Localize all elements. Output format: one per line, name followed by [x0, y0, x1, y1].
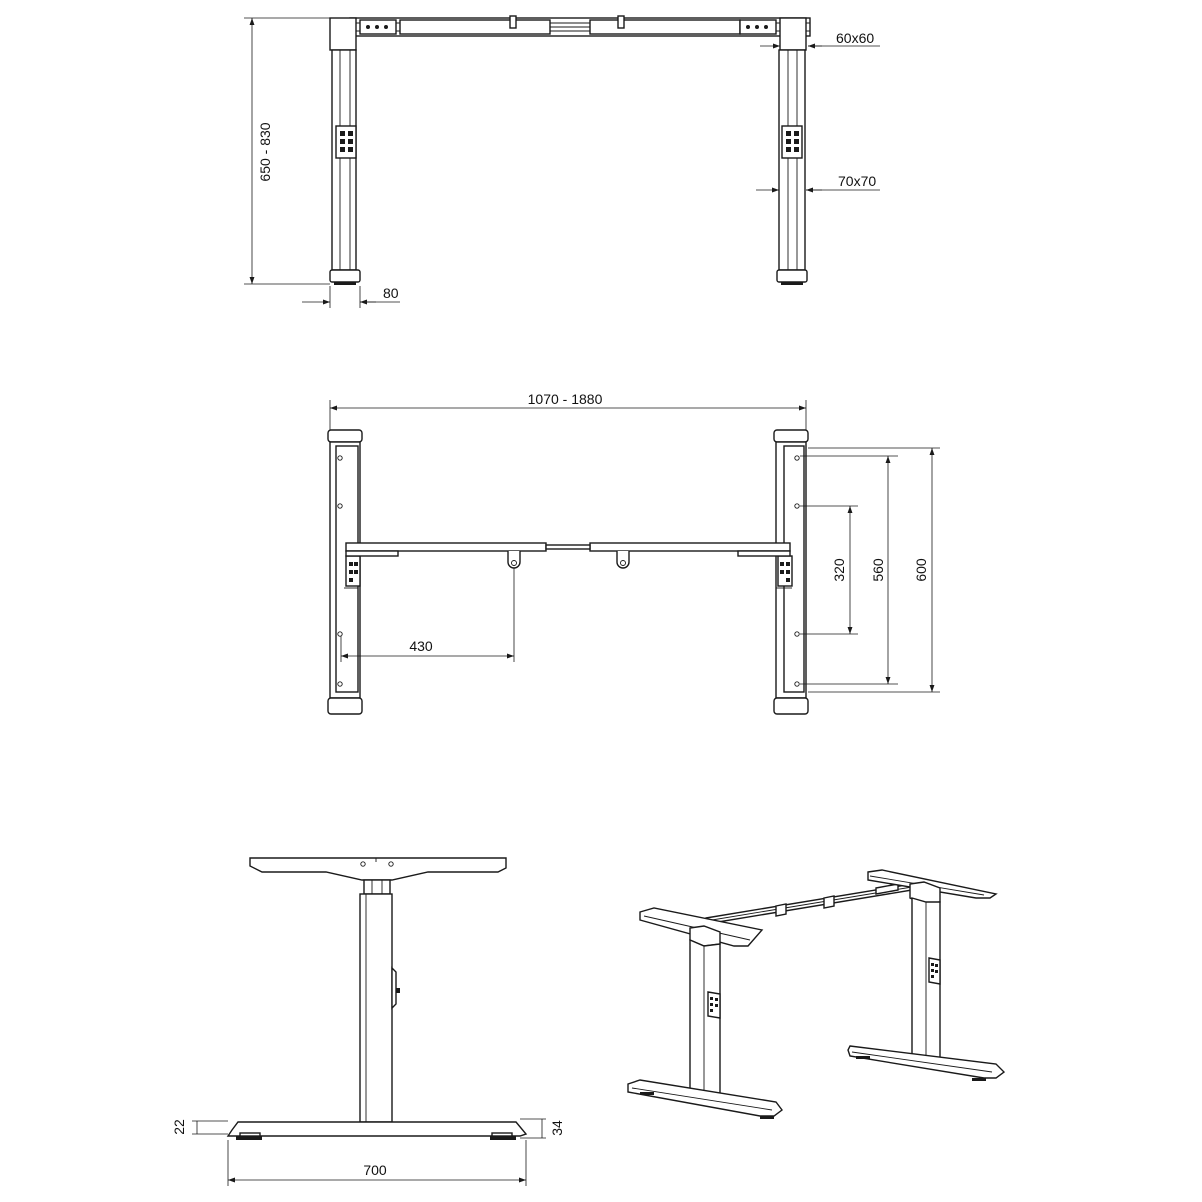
crossbar-bracket-left [360, 20, 396, 34]
dim-hole-320 [800, 506, 858, 634]
dim-foot-height-left [171, 1119, 228, 1135]
dim-foot-height-right [520, 1119, 565, 1138]
dim-upper-column-label: 60x60 [836, 30, 875, 46]
front-view [244, 16, 880, 308]
side-foot [228, 1122, 526, 1140]
iso-leg-back [848, 870, 1004, 1081]
dim-lower-column [756, 173, 880, 190]
dim-hole-560 [800, 456, 898, 684]
control-box-icon [708, 992, 720, 1018]
dim-foot-height-left-label: 22 [171, 1119, 187, 1135]
dim-foot-length [228, 1140, 526, 1186]
control-box-icon [782, 126, 802, 158]
dim-height-range-label: 650 - 830 [257, 122, 273, 182]
dim-hole-320-label: 320 [831, 558, 847, 582]
front-leg-right [777, 18, 807, 285]
iso-crossbar [706, 884, 912, 924]
top-frame-left [328, 430, 362, 714]
dim-width-range [330, 391, 806, 430]
isometric-view [628, 870, 1004, 1119]
control-box-icon [336, 126, 356, 158]
side-top-bracket [250, 858, 506, 880]
top-view [328, 391, 940, 714]
dim-foot-width [302, 285, 400, 308]
dim-foot-height-right-label: 34 [549, 1120, 565, 1136]
dim-hole-560-label: 560 [870, 558, 886, 582]
control-box-icon [929, 958, 940, 984]
top-frame-right [774, 430, 808, 714]
front-leg-left [330, 18, 360, 285]
iso-leg-front [628, 908, 782, 1119]
side-view [171, 858, 565, 1186]
dim-offset-label: 430 [409, 638, 433, 654]
control-box-icon [344, 556, 360, 588]
front-crossbar [350, 16, 810, 36]
dim-height-range [244, 18, 330, 284]
control-box-icon [776, 556, 792, 588]
dim-foot-width-label: 80 [383, 285, 399, 301]
side-column [360, 880, 400, 1122]
dim-hole-600-label: 600 [913, 558, 929, 582]
top-crossbar [346, 543, 790, 568]
dim-lower-column-label: 70x70 [838, 173, 877, 189]
dim-foot-length-label: 700 [363, 1162, 387, 1178]
dim-offset [341, 568, 514, 662]
crossbar-bracket-right [740, 20, 776, 34]
dim-width-range-label: 1070 - 1880 [527, 391, 603, 407]
